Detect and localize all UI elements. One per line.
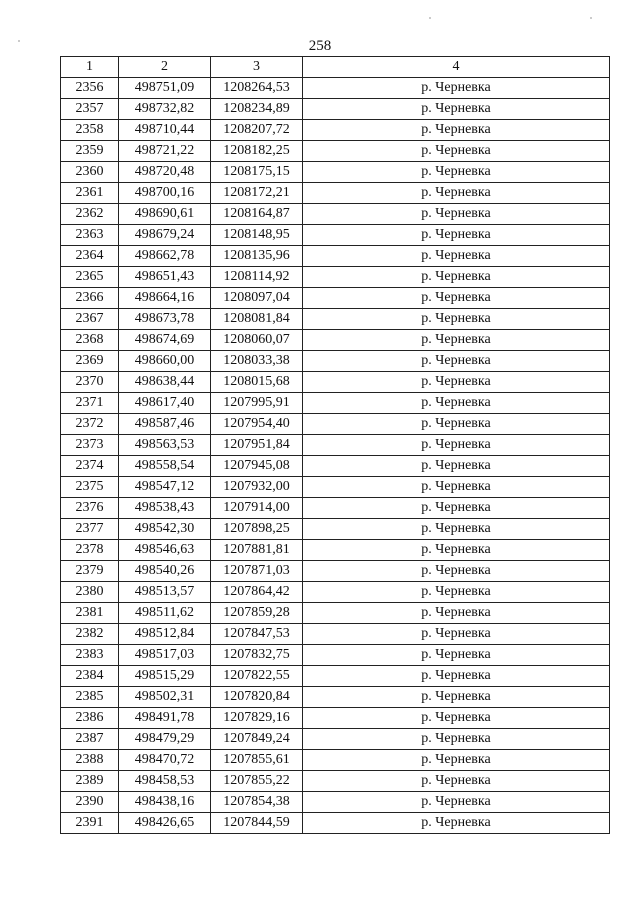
x-coordinate-cell: 498751,09 (119, 78, 211, 99)
y-coordinate-cell: 1208148,95 (211, 225, 303, 246)
description-cell: р. Черневка (303, 456, 610, 477)
table-row (61, 561, 610, 582)
x-coordinate-cell: 498502,31 (119, 687, 211, 708)
x-coordinate-cell: 498438,16 (119, 792, 211, 813)
table-body (61, 78, 610, 834)
y-coordinate-cell: 1207822,55 (211, 666, 303, 687)
x-coordinate-cell: 498547,12 (119, 477, 211, 498)
description-cell: р. Черневка (303, 519, 610, 540)
row-number-cell: 2366 (61, 288, 119, 309)
x-coordinate-cell: 498651,43 (119, 267, 211, 288)
description-cell: р. Черневка (303, 666, 610, 687)
table-row (61, 141, 610, 162)
description-cell: р. Черневка (303, 330, 610, 351)
x-coordinate-cell: 498558,54 (119, 456, 211, 477)
row-number-cell: 2380 (61, 582, 119, 603)
description-cell: р. Черневка (303, 99, 610, 120)
row-number-cell: 2387 (61, 729, 119, 750)
column-header-2: 2 (119, 57, 211, 78)
row-number-cell: 2388 (61, 750, 119, 771)
y-coordinate-cell: 1207995,91 (211, 393, 303, 414)
table-row (61, 393, 610, 414)
y-coordinate-cell: 1207932,00 (211, 477, 303, 498)
y-coordinate-cell: 1208207,72 (211, 120, 303, 141)
description-cell: р. Черневка (303, 267, 610, 288)
table-row (61, 309, 610, 330)
y-coordinate-cell: 1207829,16 (211, 708, 303, 729)
description-cell: р. Черневка (303, 540, 610, 561)
table-row (61, 645, 610, 666)
x-coordinate-cell: 498563,53 (119, 435, 211, 456)
y-coordinate-cell: 1208060,07 (211, 330, 303, 351)
x-coordinate-cell: 498513,57 (119, 582, 211, 603)
x-coordinate-cell: 498721,22 (119, 141, 211, 162)
x-coordinate-cell: 498662,78 (119, 246, 211, 267)
y-coordinate-cell: 1207881,81 (211, 540, 303, 561)
table-row (61, 750, 610, 771)
y-coordinate-cell: 1208097,04 (211, 288, 303, 309)
table-row (61, 729, 610, 750)
table-row (61, 477, 610, 498)
row-number-cell: 2382 (61, 624, 119, 645)
y-coordinate-cell: 1208264,53 (211, 78, 303, 99)
description-cell: р. Черневка (303, 708, 610, 729)
description-cell: р. Черневка (303, 225, 610, 246)
description-cell: р. Черневка (303, 813, 610, 834)
description-cell: р. Черневка (303, 792, 610, 813)
table-row (61, 204, 610, 225)
description-cell: р. Черневка (303, 582, 610, 603)
x-coordinate-cell: 498426,65 (119, 813, 211, 834)
table-row (61, 351, 610, 372)
row-number-cell: 2371 (61, 393, 119, 414)
table-row (61, 435, 610, 456)
x-coordinate-cell: 498700,16 (119, 183, 211, 204)
table-row (61, 540, 610, 561)
table-row (61, 498, 610, 519)
table-row (61, 519, 610, 540)
table-row (61, 99, 610, 120)
row-number-cell: 2381 (61, 603, 119, 624)
x-coordinate-cell: 498660,00 (119, 351, 211, 372)
scan-speck (429, 17, 431, 19)
y-coordinate-cell: 1208234,89 (211, 99, 303, 120)
column-header-4: 4 (303, 57, 610, 78)
x-coordinate-cell: 498617,40 (119, 393, 211, 414)
row-number-cell: 2374 (61, 456, 119, 477)
row-number-cell: 2372 (61, 414, 119, 435)
x-coordinate-cell: 498546,63 (119, 540, 211, 561)
y-coordinate-cell: 1207871,03 (211, 561, 303, 582)
description-cell: р. Черневка (303, 120, 610, 141)
description-cell: р. Черневка (303, 351, 610, 372)
row-number-cell: 2386 (61, 708, 119, 729)
y-coordinate-cell: 1208081,84 (211, 309, 303, 330)
row-number-cell: 2365 (61, 267, 119, 288)
description-cell: р. Черневка (303, 771, 610, 792)
description-cell: р. Черневка (303, 561, 610, 582)
table-row (61, 120, 610, 141)
x-coordinate-cell: 498710,44 (119, 120, 211, 141)
description-cell: р. Черневка (303, 750, 610, 771)
row-number-cell: 2373 (61, 435, 119, 456)
row-number-cell: 2368 (61, 330, 119, 351)
page-number: 258 (308, 38, 332, 54)
description-cell: р. Черневка (303, 603, 610, 624)
column-header-1: 1 (61, 57, 119, 78)
row-number-cell: 2377 (61, 519, 119, 540)
y-coordinate-cell: 1207898,25 (211, 519, 303, 540)
y-coordinate-cell: 1207954,40 (211, 414, 303, 435)
description-cell: р. Черневка (303, 309, 610, 330)
description-cell: р. Черневка (303, 393, 610, 414)
row-number-cell: 2369 (61, 351, 119, 372)
description-cell: р. Черневка (303, 414, 610, 435)
scan-speck (590, 17, 592, 19)
x-coordinate-cell: 498511,62 (119, 603, 211, 624)
description-cell: р. Черневка (303, 498, 610, 519)
table-header-row (61, 57, 610, 78)
y-coordinate-cell: 1207951,84 (211, 435, 303, 456)
description-cell: р. Черневка (303, 477, 610, 498)
description-cell: р. Черневка (303, 288, 610, 309)
y-coordinate-cell: 1207864,42 (211, 582, 303, 603)
x-coordinate-cell: 498491,78 (119, 708, 211, 729)
row-number-cell: 2356 (61, 78, 119, 99)
table-row (61, 582, 610, 603)
x-coordinate-cell: 498470,72 (119, 750, 211, 771)
table-row (61, 792, 610, 813)
row-number-cell: 2389 (61, 771, 119, 792)
x-coordinate-cell: 498587,46 (119, 414, 211, 435)
table-row (61, 687, 610, 708)
x-coordinate-cell: 498515,29 (119, 666, 211, 687)
x-coordinate-cell: 498540,26 (119, 561, 211, 582)
y-coordinate-cell: 1207820,84 (211, 687, 303, 708)
x-coordinate-cell: 498542,30 (119, 519, 211, 540)
table-row (61, 666, 610, 687)
y-coordinate-cell: 1208172,21 (211, 183, 303, 204)
x-coordinate-cell: 498512,84 (119, 624, 211, 645)
y-coordinate-cell: 1208164,87 (211, 204, 303, 225)
x-coordinate-cell: 498638,44 (119, 372, 211, 393)
row-number-cell: 2384 (61, 666, 119, 687)
description-cell: р. Черневка (303, 78, 610, 99)
row-number-cell: 2357 (61, 99, 119, 120)
description-cell: р. Черневка (303, 141, 610, 162)
x-coordinate-cell: 498479,29 (119, 729, 211, 750)
row-number-cell: 2391 (61, 813, 119, 834)
column-header-3: 3 (211, 57, 303, 78)
scan-speck (18, 40, 20, 42)
y-coordinate-cell: 1208175,15 (211, 162, 303, 183)
y-coordinate-cell: 1207832,75 (211, 645, 303, 666)
y-coordinate-cell: 1208135,96 (211, 246, 303, 267)
row-number-cell: 2361 (61, 183, 119, 204)
y-coordinate-cell: 1208182,25 (211, 141, 303, 162)
table-row (61, 603, 610, 624)
table-row (61, 624, 610, 645)
description-cell: р. Черневка (303, 687, 610, 708)
y-coordinate-cell: 1207914,00 (211, 498, 303, 519)
table-row (61, 267, 610, 288)
description-cell: р. Черневка (303, 162, 610, 183)
row-number-cell: 2379 (61, 561, 119, 582)
table-row (61, 813, 610, 834)
description-cell: р. Черневка (303, 645, 610, 666)
y-coordinate-cell: 1208015,68 (211, 372, 303, 393)
row-number-cell: 2358 (61, 120, 119, 141)
description-cell: р. Черневка (303, 183, 610, 204)
table-row (61, 414, 610, 435)
description-cell: р. Черневка (303, 624, 610, 645)
x-coordinate-cell: 498732,82 (119, 99, 211, 120)
row-number-cell: 2360 (61, 162, 119, 183)
table-row (61, 246, 610, 267)
row-number-cell: 2378 (61, 540, 119, 561)
table-row (61, 78, 610, 99)
y-coordinate-cell: 1207847,53 (211, 624, 303, 645)
row-number-cell: 2375 (61, 477, 119, 498)
row-number-cell: 2359 (61, 141, 119, 162)
table-row (61, 183, 610, 204)
table-row (61, 456, 610, 477)
table-row (61, 330, 610, 351)
x-coordinate-cell: 498720,48 (119, 162, 211, 183)
table-row (61, 708, 610, 729)
x-coordinate-cell: 498664,16 (119, 288, 211, 309)
x-coordinate-cell: 498674,69 (119, 330, 211, 351)
row-number-cell: 2383 (61, 645, 119, 666)
x-coordinate-cell: 498679,24 (119, 225, 211, 246)
x-coordinate-cell: 498458,53 (119, 771, 211, 792)
description-cell: р. Черневка (303, 435, 610, 456)
description-cell: р. Черневка (303, 204, 610, 225)
coordinates-table (60, 56, 610, 834)
x-coordinate-cell: 498517,03 (119, 645, 211, 666)
row-number-cell: 2385 (61, 687, 119, 708)
y-coordinate-cell: 1207855,22 (211, 771, 303, 792)
row-number-cell: 2370 (61, 372, 119, 393)
y-coordinate-cell: 1208114,92 (211, 267, 303, 288)
row-number-cell: 2362 (61, 204, 119, 225)
y-coordinate-cell: 1207945,08 (211, 456, 303, 477)
row-number-cell: 2363 (61, 225, 119, 246)
table-row (61, 162, 610, 183)
table-row (61, 771, 610, 792)
y-coordinate-cell: 1207855,61 (211, 750, 303, 771)
row-number-cell: 2367 (61, 309, 119, 330)
y-coordinate-cell: 1207854,38 (211, 792, 303, 813)
description-cell: р. Черневка (303, 246, 610, 267)
description-cell: р. Черневка (303, 372, 610, 393)
table-row (61, 372, 610, 393)
x-coordinate-cell: 498538,43 (119, 498, 211, 519)
table-row (61, 288, 610, 309)
description-cell: р. Черневка (303, 729, 610, 750)
row-number-cell: 2390 (61, 792, 119, 813)
row-number-cell: 2364 (61, 246, 119, 267)
y-coordinate-cell: 1207859,28 (211, 603, 303, 624)
y-coordinate-cell: 1207849,24 (211, 729, 303, 750)
x-coordinate-cell: 498673,78 (119, 309, 211, 330)
x-coordinate-cell: 498690,61 (119, 204, 211, 225)
y-coordinate-cell: 1208033,38 (211, 351, 303, 372)
row-number-cell: 2376 (61, 498, 119, 519)
y-coordinate-cell: 1207844,59 (211, 813, 303, 834)
table-row (61, 225, 610, 246)
